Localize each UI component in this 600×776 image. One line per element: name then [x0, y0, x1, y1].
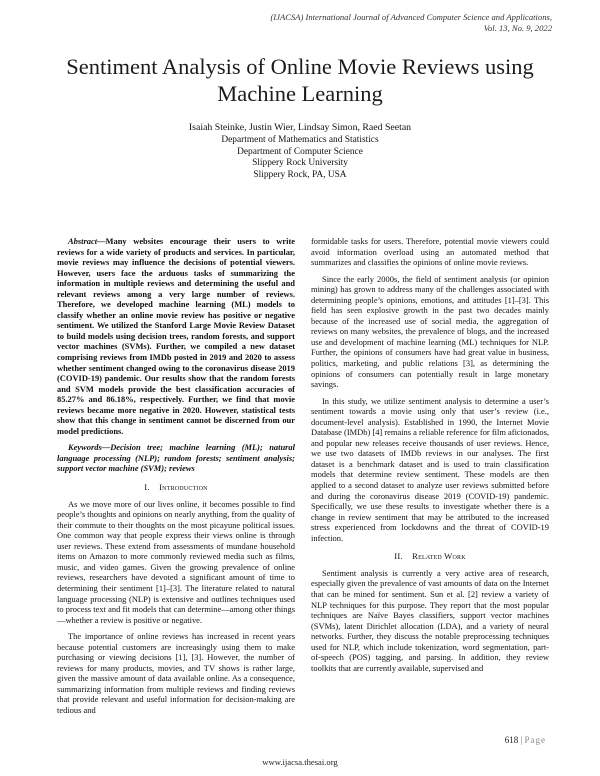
section-title: Introduction	[159, 482, 208, 493]
paragraph: In this study, we utilize sentiment analysis to determine a user’s sentiment towards a movie using only that user’s review (i.e., document-level analysis). Established in 1990, the Internet Movie Database (IMDb) [4] remains a reliable reference for film aficionados, and popular new releases receive thousands of user reviews. Hence, we use two datasets of IMDb reviews in our analyses. The first dataset is a benchmark dataset and is used to train classification models that determine review sentiment. These models are then applied to a second dataset to analyze user reviews submitted before and during the coronavirus disease 2019 (COVID-19) pandemic. Specifically, we use these results to investigate whether there is a change in review sentiment that may be attributed to the increased stress experienced from lockdowns and the threat of COVID-19 infection.	[311, 395, 550, 543]
right-column	[311, 236, 549, 679]
paragraph: As we move more of our lives online, it becomes possible to find people’s thoughts and opinions on nearly anything, from the quality of their commute to their thoughts on the most picayune political issues. One common way that people express their views online is through user reviews. These extend from assessments of mundane household items on Amazon to more commonly reviewed media such as films, music, and video games. Given the growing prevalence of online reviews, researchers have devoted a significant amount of time to determining their sentiment [1]–[3]. The literature related to natural language processing (NLP) is extensive and outlines techniques used to process text and fit models that can determine—among other things—whether a review is positive or negative.	[57, 498, 295, 625]
paragraph: Since the early 2000s, the field of sentiment analysis (or opinion mining) has grown to address many of the challenges associated with determining people’s opinions, emotions, and attitudes [1]–[3]. This field has seen explosive growth in the past two decades mainly because of the increased use of social media, the aggregation of reviews on many websites, the prevalence of blogs, and the increased use and development of machine learning (ML) techniques for NLP. Further, the opinions of consumers have had great value in business, politics, marketing, and public relations [3], as determining the opinions of consumers can potentially result in large monetary savings.	[311, 273, 549, 390]
journal-header	[152, 12, 552, 34]
section-numeral: II.	[394, 551, 403, 562]
affiliation-dept-1: Department of Mathematics and Statistics	[221, 134, 379, 145]
page-separator: |	[520, 735, 523, 745]
journal-name: (IJACSA) International Journal of Advanced Computer Science and Applications,	[270, 12, 552, 22]
page-number-value: 618	[504, 735, 519, 745]
paragraph: Sentiment analysis is currently a very active area of research, especially given the prevalence of vast amounts of data on the Internet that can be mined for sentiment. Sun et al. [2] review a variety of NLP techniques for this purpose. They report that the most popular techniques are Naïve Bayes classifiers, support vector machines (SVMs), latent Dirichlet allocation (LDA), and a variety of neural networks. Further, they discuss the notable preprocessing techniques used for NLP, which include tokenization, word segmentation, part-of-speech (POS) tagging, and parsing. In addition, they review toolkits that are currently available, supervised and	[311, 567, 549, 673]
abstract-text: —Many websites encourage their users to write reviews for a wide variety of products and services. In particular, movie reviews may influence the decisions of potential viewers. However, users face the arduous tasks of summarizing the information in multiple reviews and determining the useful and relevant reviews among a very large number of reviews. Therefore, we developed machine learning (ML) models to classify whether an online movie review has positive or negative sentiment. We utilized the Stanford Large Movie Review Dataset to build models using decision trees, random forests, and support vector machines (SVMs). Further, we compiled a new dataset comprising reviews from IMDb posted in 2019 and 2020 to assess whether sentiment changed owing to the coronavirus disease 2019 (COVID-19) pandemic. Our results show that the random forests and SVM models provide the best classification accuracies of 85.27% and 86.18%, respectively. Further, we find that movie reviews became more negative in 2020. However, statistical tests show that this change in sentiment cannot be discerned from our model predictions.	[57, 236, 295, 436]
paragraph-split-right: formidable tasks for users. Therefore, potential movie viewers could avoid information overload using an automated method that summarizes and classifies the opinions of online movie reviews.	[311, 236, 549, 268]
section-heading-introduction	[57, 482, 295, 493]
paragraph-split-left: The importance of online reviews has increased in recent years because potential customers are increasingly using them to make purchasing or viewing decisions [1], [3]. However, the number of reviews for many products, movies, and TV shows is rather large, given the massive amount of data available online. As a consequence, summarizing information from multiple reviews and finding reviews that provide relevant and useful information for decision-making are tedious and	[57, 631, 295, 715]
section-heading-related-work	[311, 551, 549, 562]
abstract	[57, 236, 295, 436]
footer-url: www.ijacsa.thesai.org	[262, 757, 338, 767]
section-title: Related Work	[412, 551, 466, 562]
page-number	[505, 735, 546, 745]
affiliation-university: Slippery Rock University	[252, 158, 348, 169]
affiliation-dept-2: Department of Computer Science	[237, 146, 363, 157]
section-numeral: I.	[144, 482, 150, 493]
journal-volume: Vol. 13, No. 9, 2022	[483, 23, 552, 33]
left-column	[57, 236, 295, 722]
keywords: Keywords—Decision tree; machine learning (ML); natural language processing (NLP); random forests; sentiment analysis; support vector machine (SVM); reviews	[57, 442, 295, 474]
paper-title: Sentiment Analysis of Online Movie Reviews using Machine Learning	[66, 54, 534, 106]
page-word: Page	[524, 735, 546, 745]
affiliation-city: Slippery Rock, PA, USA	[253, 170, 347, 181]
author-names: Isaiah Steinke, Justin Wier, Lindsay Simon, Raed Seetan	[188, 122, 412, 133]
author-block	[90, 122, 510, 182]
abstract-lead: Abstract	[68, 236, 98, 246]
